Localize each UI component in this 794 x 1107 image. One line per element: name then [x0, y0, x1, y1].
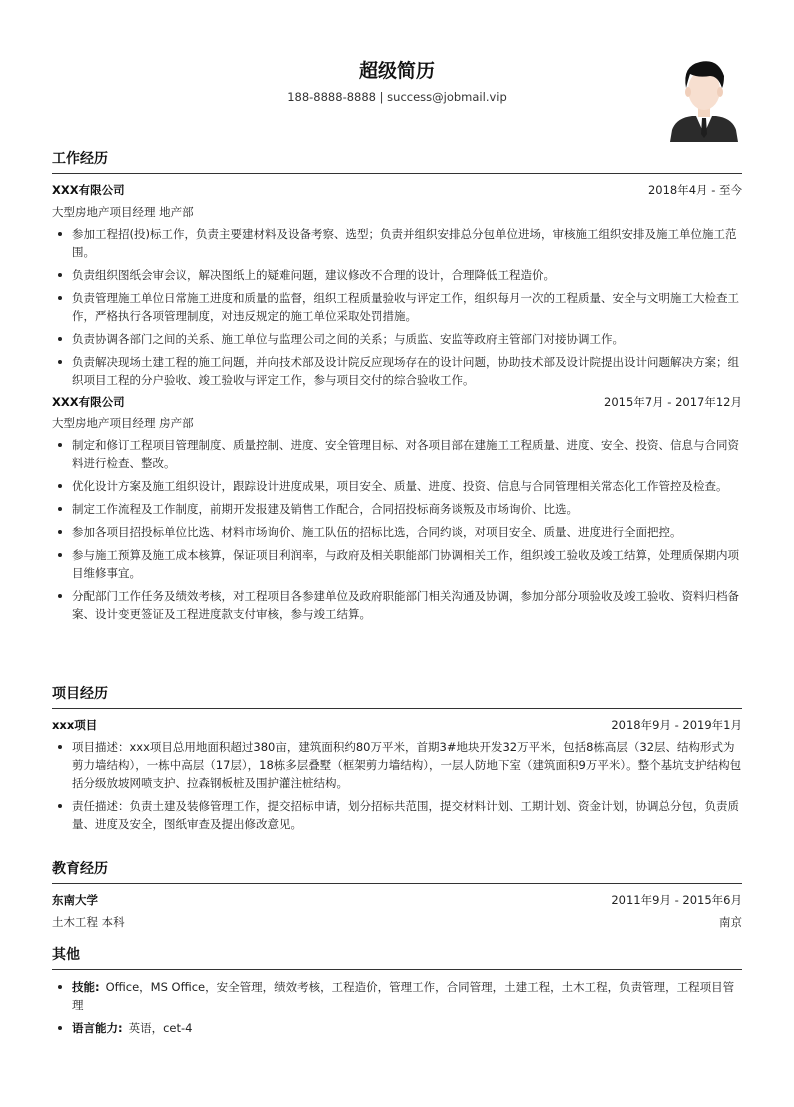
list-item	[52, 978, 742, 1014]
work-section-title: 工作经历	[52, 152, 742, 174]
project-detail-list	[52, 738, 742, 833]
language-label: 语言能力:	[72, 1021, 123, 1035]
other-list	[52, 978, 742, 1037]
work-entry	[52, 394, 742, 623]
other-section-title: 其他	[52, 948, 742, 970]
resume-name: 超级简历	[358, 60, 435, 82]
list-item: 分配部门工作任务及绩效考核，对工程项目各参建单位及政府职能部门相关沟通及协调，参加分部分项验收及竣工验收、资料归档备案、设计变更签证及工程进度款支付审核，参与竣工结算。	[52, 587, 742, 623]
job-title: 大型房地产项目经理 地产部	[52, 205, 194, 219]
list-item: 责任描述：负责土建及装修管理工作，提交招标申请，划分招标共范围，提交材料计划、工期计划、资金计划，协调总分包，负责质量、进度及安全，图纸审查及提出修改意见。	[52, 797, 742, 833]
contact-info: 188-8888-8888 | success@jobmail.vip	[287, 90, 507, 104]
list-item: 项目描述：xxx项目总用地面积超过380亩，建筑面积约80万平米，首期3#地块开发32万平米，包括8栋高层（32层、结构形式为剪力墙结构），一栋中高层（17层），18栋多层叠墅（框架剪力墙结构），一层人防地下室（建筑面积9万平米）。整个基坑支护结构包括分级放坡网喷支护、拉森钢板桩及围护灌注桩结构。	[52, 738, 742, 792]
project-name: xxx项目	[52, 718, 98, 732]
list-item: 负责解决现场土建工程的施工问题，并向技术部及设计院反应现场存在的设计问题，协助技术部及设计院提出设计问题解决方案；组织项目工程的分户验收、竣工验收与评定工作，参与项目交付的综合验收工作。	[52, 353, 742, 389]
list-item: 参与施工预算及施工成本核算，保证项目利润率，与政府及相关职能部门协调相关工作，组织竣工验收及竣工结算，处理质保期内项目维修事宜。	[52, 546, 742, 582]
skills-text: Office，MS Office，安全管理，绩效考核，工程造价，管理工作，合同管理，土建工程，土木工程，负责管理，工程项目管理	[72, 980, 735, 1012]
education-section-title: 教育经历	[52, 862, 742, 884]
job-title: 大型房地产项目经理 房产部	[52, 416, 194, 430]
degree: 土木工程 本科	[52, 915, 125, 929]
school-location: 南京	[719, 915, 742, 929]
list-item: 参加各项目招投标单位比选、材料市场询价、施工队伍的招标比选，合同约谈，对项目安全、质量、进度进行全面把控。	[52, 523, 742, 541]
education-entry	[52, 892, 742, 930]
education-date: 2011年9月 - 2015年6月	[611, 893, 742, 907]
project-entry	[52, 717, 742, 833]
work-date: 2018年4月 - 至今	[647, 183, 742, 197]
avatar	[668, 54, 740, 142]
resume-header	[0, 0, 794, 150]
list-item: 负责协调各部门之间的关系、施工单位与监理公司之间的关系；与质监、安监等政府主管部门对接协调工作。	[52, 330, 742, 348]
skills-label: 技能:	[72, 980, 100, 994]
project-section-title: 项目经历	[52, 687, 742, 709]
list-item: 负责管理施工单位日常施工进度和质量的监督，组织工程质量验收与评定工作，组织每月一次的工程质量、安全与文明施工大检查工作，严格执行各项管理制度，对违反规定的施工单位采取处罚措施。	[52, 289, 742, 325]
company-name: XXX有限公司	[52, 395, 125, 409]
work-entry	[52, 182, 742, 389]
duty-list	[52, 436, 742, 623]
work-section	[52, 152, 742, 628]
other-section	[52, 948, 742, 1042]
language-text: 英语，cet-4	[128, 1021, 193, 1035]
work-date: 2015年7月 - 2017年12月	[604, 395, 742, 409]
list-item: 制定工作流程及工作制度，前期开发报建及销售工作配合，合同招投标商务谈叛及市场询价、比选。	[52, 500, 742, 518]
project-date: 2018年9月 - 2019年1月	[611, 718, 742, 732]
list-item: 制定和修订工程项目管理制度、质量控制、进度、安全管理目标、对各项目部在建施工工程质量、进度、安全、投资、信息与合同资料进行检查、整改。	[52, 436, 742, 472]
duty-list	[52, 225, 742, 389]
list-item	[52, 1019, 742, 1037]
company-name: XXX有限公司	[52, 183, 125, 197]
education-section	[52, 862, 742, 930]
list-item: 负责组织图纸会审会议，解决图纸上的疑难问题，建议修改不合理的设计，合理降低工程造价。	[52, 266, 742, 284]
project-section	[52, 687, 742, 838]
school-name: 东南大学	[52, 893, 98, 907]
list-item: 优化设计方案及施工组织设计，跟踪设计进度成果，项目安全、质量、进度、投资、信息与合同管理相关常态化工作管控及检查。	[52, 477, 742, 495]
list-item: 参加工程招(投)标工作，负责主要建材料及设备考察、选型；负责并组织安排总分包单位进场，审核施工组织安排及施工单位施工范围。	[52, 225, 742, 261]
